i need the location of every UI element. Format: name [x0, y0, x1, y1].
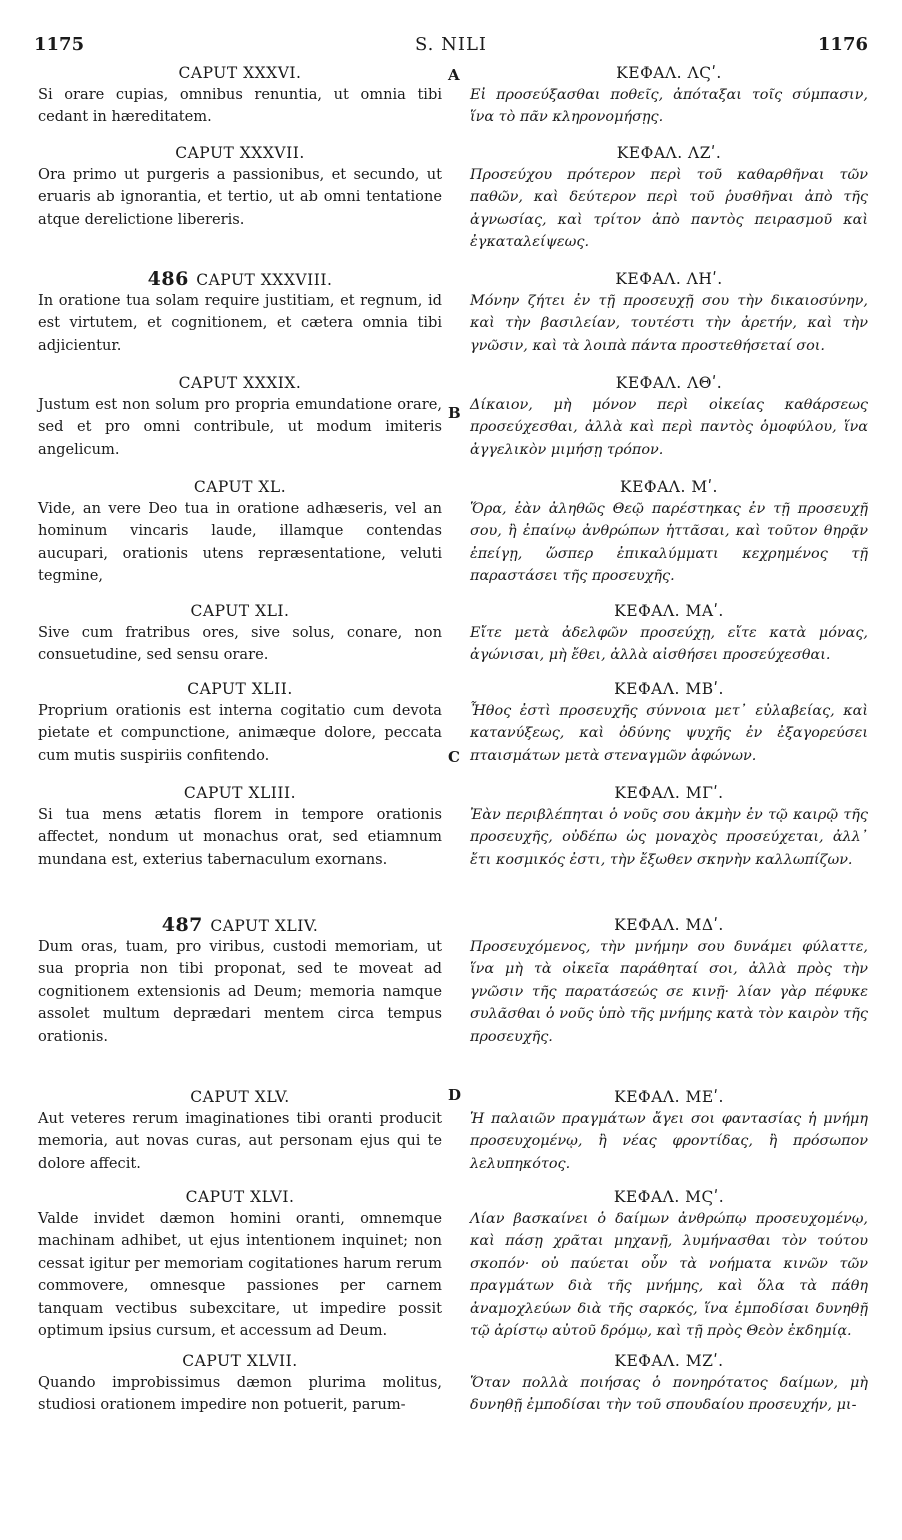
chapter-heading: CAPUT XLIV. [210, 917, 319, 935]
chapter-text: Λίαν βασκαίνει ὁ δαίμων ἀνθρώπῳ προσευχομένῳ, καὶ πάσῃ χρᾶται μηχανῇ, λυμήνασθαι τὸν τούτου σκοπόν· οὐ παύεται οὖν τὰ νοήματα κινῶν τῶν πραγμάτων διὰ τῆς μνήμης, καὶ ὅλα τὰ πάθη ἀναμοχλεύων διὰ τῆς σαρκός, ἵνα ἐμποδίσαι δυνηθῇ τῷ ἀρίστῳ αὐτοῦ δρόμῳ, καὶ τῇ πρὸς Θεὸν ἐκδημίᾳ. [470, 1211, 868, 1340]
chapter-text: Ὅρα, ἐὰν ἀληθῶς Θεῷ παρέστηκας ἐν τῇ προσευχῇ σου, ἢ ἐπαίνῳ ἀνθρώπων ἡττᾶσαι, καὶ τοῦτον θηρᾷν ἐπείγῃ, ὥσπερ ἐπικαλύμματι κεχρημένος τῇ παραστάσει τῆς προσευχῆς. [470, 501, 868, 585]
chapter-heading: ΚΕΦΑΛ. ΜΖʹ. [614, 1352, 724, 1370]
greek-chapter [470, 372, 868, 461]
latin-chapter [38, 372, 442, 461]
chapter-text: Vide, an vere Deo tua in oratione adhæseris, vel an hominum vincaris laude, illamque contendas aucupari, orationis utens repræsentatione, veluti tegmine, [38, 500, 442, 585]
latin-chapter [38, 600, 442, 667]
latin-chapter [38, 62, 442, 129]
chapter-heading: CAPUT XXXVII. [175, 144, 305, 162]
chapter-heading: CAPUT XXXVIII. [196, 271, 333, 289]
chapter-heading: CAPUT XLIII. [183, 784, 297, 802]
chapter-heading: CAPUT XLV. [190, 1088, 290, 1106]
chapter-text: Ora primo ut purgeris a passionibus, et secundo, ut eruaris ab ignorantia, et tertio, ut ab omni tentatione atque derelictione libereris. [38, 166, 442, 228]
chapter-text: Προσεύχου πρότερον περὶ τοῦ καθαρθῆναι τῶν παθῶν, καὶ δεύτερον περὶ τοῦ ῥυσθῆναι ἀπὸ τῆς ἀγνωσίας, καὶ τρίτον ἀπὸ παντὸς πειρασμοῦ καὶ ἐγκαταλείψεως. [470, 167, 868, 251]
page-header [34, 34, 868, 60]
chapter-text: Si tua mens ætatis florem in tempore orationis affectet, nondum ut monachus orat, sed etiamnum mundana est, exterius tabernaculum exornans. [38, 806, 442, 868]
greek-chapter [470, 914, 868, 1048]
chapter-text: Εἴτε μετὰ ἀδελφῶν προσεύχῃ, εἴτε κατὰ μόνας, ἀγώνισαι, μὴ ἔθει, ἀλλὰ αἰσθήσει προσεύχεσθαι. [470, 625, 868, 664]
chapter-heading: ΚΕΦΑΛ. ΜϚʹ. [613, 1188, 725, 1206]
greek-chapter [470, 1350, 868, 1417]
greek-chapter [470, 476, 868, 588]
page-number-right: 1176 [817, 34, 868, 55]
chapter-heading: CAPUT XLVI. [185, 1188, 295, 1206]
chapter-heading: CAPUT XXXVI. [178, 64, 302, 82]
chapter-text: Proprium orationis est interna cogitatio cum devota pietate et compunctione, animæque dolore, peccata cum mutis suspiriis confitendo. [38, 702, 442, 764]
latin-chapter [38, 476, 442, 588]
chapter-heading: ΚΕΦΑΛ. ΛΖʹ. [616, 144, 722, 162]
latin-chapter [38, 678, 442, 767]
chapter-heading: CAPUT XL. [193, 478, 287, 496]
chapter-text: Προσευχόμενος, τὴν μνήμην σου δυνάμει φύλαττε, ἵνα μὴ τὰ οἰκεῖα παράθηταί σοι, ἀλλὰ πρὸς τὴν γνῶσιν τῆς παρατάσεώς σε κινῇ· λίαν γὰρ πέφυκε συλᾶσθαι ὁ νοῦς ὑπὸ τῆς μνήμης κατὰ τὸν καιρὸν τῆς προσευχῆς. [470, 939, 868, 1045]
chapter-heading: ΚΕΦΑΛ. ΛΗʹ. [615, 270, 723, 288]
column-number: 487 [161, 914, 203, 936]
chapter-heading: ΚΕΦΑΛ. ΜΓʹ. [614, 784, 724, 802]
chapter-heading: CAPUT XXXIX. [178, 374, 302, 392]
chapter-text: In oratione tua solam require justitiam, et regnum, id est virtutem, et cognitionem, et cætera omnia tibi adjicientur. [38, 292, 442, 354]
running-title: S. NILI [414, 34, 488, 55]
chapter-heading: ΚΕΦΑΛ. ΜΒʹ. [614, 680, 724, 698]
greek-chapter [470, 1186, 868, 1342]
greek-chapter [470, 1086, 868, 1175]
latin-chapter [38, 268, 442, 357]
chapter-heading: ΚΕΦΑΛ. ΛϚʹ. [616, 64, 722, 82]
chapter-heading: CAPUT XLII. [187, 680, 293, 698]
column-number: 486 [147, 268, 189, 290]
chapter-text: Δίκαιον, μὴ μόνον περὶ οἰκείας καθάρσεως προσεύχεσθαι, ἀλλὰ καὶ περὶ παντὸς ὁμοφύλου, ἵνα ἀγγελικὸν μιμήσῃ τρόπον. [470, 397, 868, 458]
latin-chapter [38, 782, 442, 871]
latin-chapter [38, 1186, 442, 1342]
latin-chapter [38, 1086, 442, 1175]
greek-chapter [470, 142, 868, 254]
greek-chapter [470, 600, 868, 667]
chapter-heading: ΚΕΦΑΛ. Μʹ. [620, 478, 718, 496]
chapter-heading: CAPUT XLVII. [182, 1352, 298, 1370]
margin-letter-c: C [448, 748, 460, 766]
margin-letter-d: D [448, 1086, 462, 1104]
latin-chapter [38, 142, 442, 231]
chapter-heading: ΚΕΦΑΛ. ΛΘʹ. [615, 374, 723, 392]
margin-letter-a: A [448, 66, 460, 84]
chapter-heading: ΚΕΦΑΛ. ΜΕʹ. [614, 1088, 724, 1106]
latin-chapter [38, 1350, 442, 1417]
chapter-heading: ΚΕΦΑΛ. ΜΔʹ. [614, 916, 724, 934]
page-number-left: 1175 [34, 34, 85, 55]
greek-chapter [470, 62, 868, 129]
chapter-text: Ὅταν πολλὰ ποιήσας ὁ πονηρότατος δαίμων, μὴ δυνηθῇ ἐμποδίσαι τὴν τοῦ σπουδαίου προσευχήν, μι- [470, 1375, 868, 1414]
chapter-text: Si orare cupias, omnibus renuntia, ut omnia tibi cedant in hæreditatem. [38, 86, 442, 126]
greek-chapter [470, 268, 868, 357]
chapter-text: Εἰ προσεύξασθαι ποθεῖς, ἀπόταξαι τοῖς σύμπασιν, ἵνα τὸ πᾶν κληρονομήσῃς. [470, 87, 868, 126]
chapter-heading: ΚΕΦΑΛ. ΜΑʹ. [614, 602, 724, 620]
chapter-heading: CAPUT XLI. [190, 602, 290, 620]
chapter-text: Μόνην ζήτει ἐν τῇ προσευχῇ σου τὴν δικαιοσύνην, καὶ τὴν βασιλείαν, τουτέστι τὴν ἀρετήν, καὶ τὴν γνῶσιν, καὶ τὰ λοιπὰ πάντα προστεθήσεταί σοι. [470, 293, 868, 354]
chapter-text: Quando improbissimus dæmon plurima molitus, studiosi orationem impedire non potuerit, parum- [38, 1374, 442, 1414]
greek-chapter [470, 678, 868, 767]
chapter-text: Ἡ παλαιῶν πραγμάτων ἄγει σοι φαντασίας ἡ μνήμη προσευχομένῳ, ἢ νέας φροντίδας, ἢ πρόσωπον λελυπηκότος. [470, 1111, 868, 1172]
chapter-text: Dum oras, tuam, pro viribus, custodi memoriam, ut sua propria non tibi proponat, sed te moveat ad cognitionem extensionis ad Deum; memoria namque assolet multum deprædari mentem circa tempus orationis. [38, 938, 442, 1045]
chapter-text: Ἐὰν περιβλέπηται ὁ νοῦς σου ἀκμὴν ἐν τῷ καιρῷ τῆς προσευχῆς, οὐδέπω ὡς μοναχὸς προσεύχεται, ἀλλ᾽ ἔτι κοσμικός ἐστι, τὴν ἔξωθεν σκηνὴν καλλωπίζων. [470, 807, 868, 868]
chapter-text: Aut veteres rerum imaginationes tibi oranti producit memoria, aut novas curas, aut personam ejus qui te dolore affecit. [38, 1110, 442, 1172]
margin-letter-b: B [448, 404, 461, 422]
latin-chapter [38, 914, 442, 1048]
chapter-text: Sive cum fratribus ores, sive solus, conare, non consuetudine, sed sensu orare. [38, 624, 442, 664]
greek-chapter [470, 782, 868, 871]
chapter-text: Ἦθος ἐστὶ προσευχῆς σύννοια μετ᾽ εὐλαβείας, καὶ κατανύξεως, καὶ ὀδύνης ψυχῆς ἐν ἐξαγορεύσει πταισμάτων μετὰ στεναγμῶν ἀφώνων. [470, 703, 868, 764]
chapter-text: Justum est non solum pro propria emundatione orare, sed et pro omni contribule, ut modum imiteris angelicum. [38, 396, 442, 458]
chapter-text: Valde invidet dæmon homini oranti, omnemque machinam adhibet, ut ejus intentionem inquinet; non cessat igitur per memoriam cogitationes harum rerum commovere, omnesque passiones per carnem tanquam vectibus subexcitare, ut impedire possit optimum ipsius cursum, et accessum ad Deum. [38, 1210, 442, 1340]
